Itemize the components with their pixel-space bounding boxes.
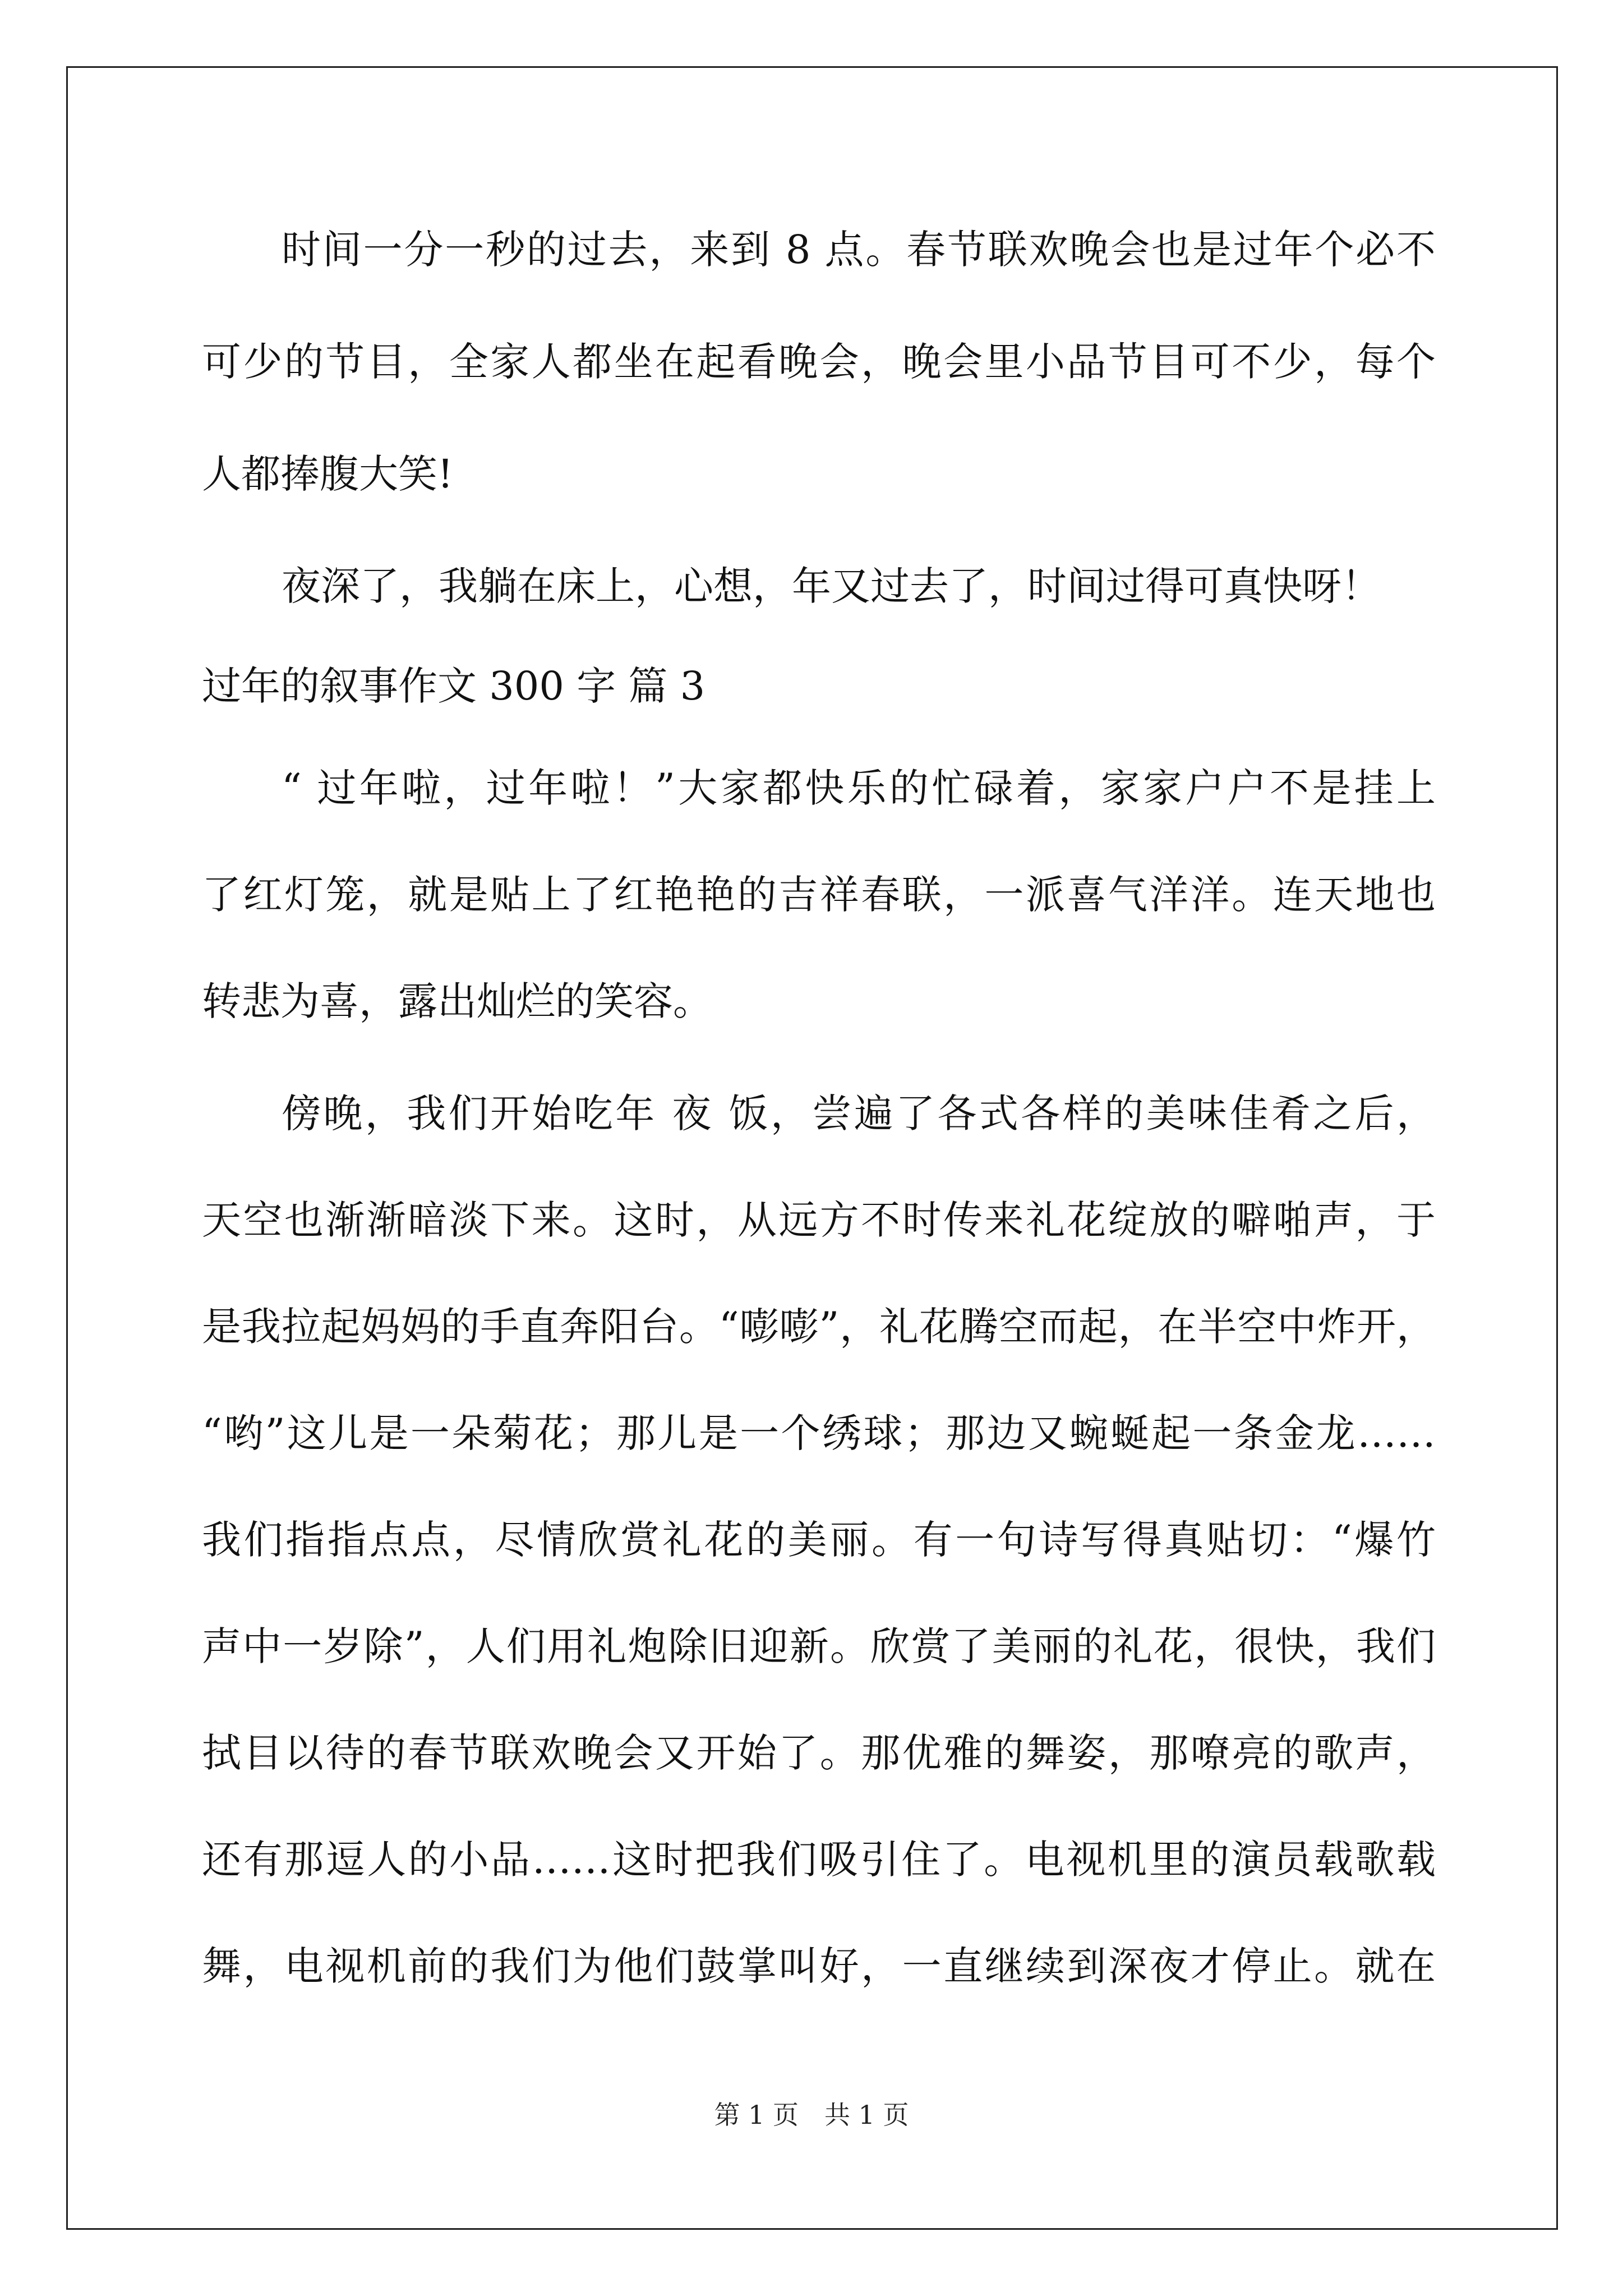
paragraph-line: 时间一分一秒的过去，来到 8 点。春节联欢晚会也是过年个必不: [282, 227, 1436, 273]
essay-heading: 过年的叙事作文 300 字 篇 3: [202, 663, 706, 709]
page-border: [66, 66, 1558, 2230]
paragraph-line: 傍晚，我们开始吃年 夜 饭，尝遍了各式各样的美味佳肴之后，: [282, 1091, 1436, 1137]
paragraph-line: 拭目以待的春节联欢晚会又开始了。那优雅的舞姿，那嘹亮的歌声，: [202, 1730, 1436, 1776]
paragraph-line: 我们指指点点，尽情欣赏礼花的美丽。有一句诗写得真贴切：“爆竹: [202, 1517, 1436, 1563]
paragraph-line: “哟”这儿是一朵菊花；那儿是一个绣球；那边又蜿蜒起一条金龙……: [202, 1410, 1436, 1456]
paragraph-line: 声中一岁除”，人们用礼炮除旧迎新。欣赏了美丽的礼花，很快，我们: [202, 1623, 1436, 1669]
paragraph-line: 天空也渐渐暗淡下来。这时，从远方不时传来礼花绽放的噼啪声，于: [202, 1197, 1436, 1243]
paragraph-line: “ 过年啦，过年啦！”大家都快乐的忙碌着，家家户户不是挂上: [282, 765, 1436, 811]
paragraph-line: 转悲为喜，露出灿烂的笑容。: [202, 978, 712, 1024]
paragraph-line: 还有那逗人的小品……这时把我们吸引住了。电视机里的演员载歌载: [202, 1837, 1436, 1883]
paragraph-line: 舞，电视机前的我们为他们鼓掌叫好，一直继续到深夜才停止。就在: [202, 1943, 1436, 1989]
paragraph-line: 人都捧腹大笑!: [202, 451, 454, 497]
page-footer: 第 1 页 共 1 页: [714, 2100, 909, 2130]
paragraph-line: 可少的节目，全家人都坐在起看晚会，晚会里小品节目可不少，每个: [202, 339, 1436, 385]
paragraph-line: 是我拉起妈妈的手直奔阳台。“嘭嘭”，礼花腾空而起，在半空中炸开，: [202, 1304, 1436, 1350]
paragraph-line: 了红灯笼，就是贴上了红艳艳的吉祥春联，一派喜气洋洋。连天地也: [202, 872, 1436, 918]
paragraph-line: 夜深了，我躺在床上，心想，年又过去了，时间过得可真快呀！: [282, 563, 1381, 609]
